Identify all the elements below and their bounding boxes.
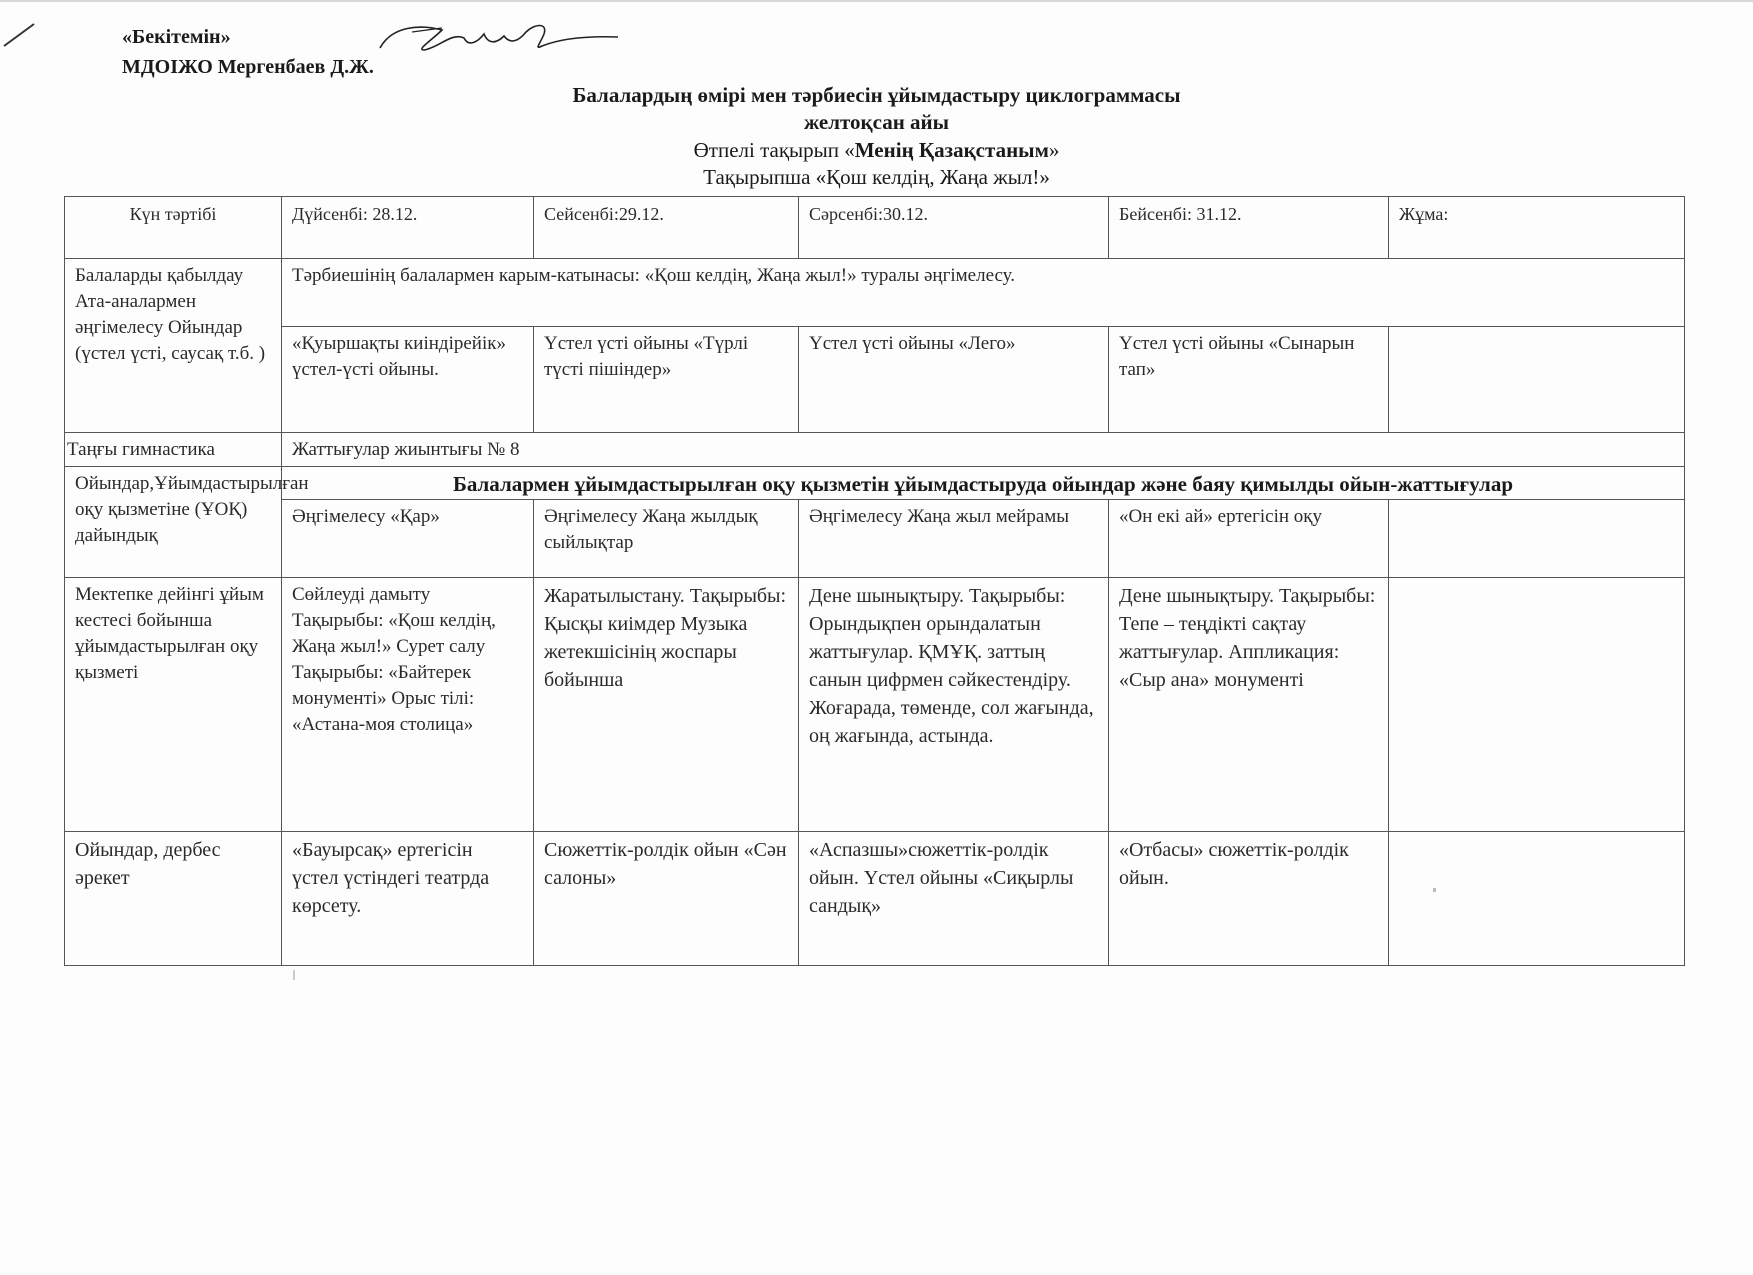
schedule-table [64,196,1685,966]
reception-monday: «Қуыршақты киіндірейік» үстел-үсті ойыны. [282,327,534,433]
signature-icon [372,20,622,60]
classes-label: Мектепке дейінгі ұйым кестесі бойынша ұйымдастырылған оқу қызметі [65,578,282,832]
corner-pen-mark-icon [0,0,60,60]
prep-talks-row [65,500,1685,578]
header-thursday: Бейсенбі: 31.12. [1109,197,1389,259]
reception-label: Балаларды қабылдау Ата-аналармен әңгімелесу Ойындар (үстел үсті, саусақ т.б. ) [65,259,282,433]
classes-friday [1389,578,1685,832]
games-tuesday: Сюжеттік-ролдік ойын «Сән салоны» [534,832,799,966]
gymnastics-label: Таңғы гимнастика [65,433,282,467]
reception-talk-row [65,259,1685,327]
reception-friday [1389,327,1685,433]
table-header-row [65,197,1685,259]
scan-edge [0,0,1753,2]
title-month: желтоқсан айы [803,110,950,134]
prep-wednesday: Әңгімелесу Жаңа жыл мейрамы [799,500,1109,578]
classes-wednesday: Дене шынықтыру. Тақырыбы: Орындықпен орындалатын жаттығулар. ҚМҰҚ. заттың санын цифрмен сәйкестендіру. Жоғарада, төменде, сол жағында, оң жағында, астында. [799,578,1109,832]
theme-prefix: Өтпелі тақырып « [693,138,855,162]
title-theme [0,137,1753,164]
gymnastics-text: Жаттығулар жиынтығы № 8 [282,433,1685,467]
classes-tuesday: Жаратылыстану. Тақырыбы: Қысқы киімдер Музыка жетекшісінің жоспары бойынша [534,578,799,832]
approve-label: «Бекітемін» [122,26,231,48]
title-subtheme: Тақырыпша «Қош келдің, Жаңа жыл!» [703,165,1050,189]
approval-block [122,22,374,82]
gymnastics-row [65,433,1685,467]
reception-talk: Тәрбиешінің балалармен карым-катынасы: «Қош келдің, Жаңа жыл!» туралы әңгімелесу. [282,259,1685,327]
prep-banner-row [65,467,1685,500]
games-wednesday: «Аспазшы»сюжеттік-ролдік ойын. Үстел ойыны «Сиқырлы сандық» [799,832,1109,966]
header-monday: Дүйсенбі: 28.12. [282,197,534,259]
prep-tuesday: Әңгімелесу Жаңа жылдық сыйлықтар [534,500,799,578]
classes-row [65,578,1685,832]
header-wednesday: Сәрсенбі:30.12. [799,197,1109,259]
reception-games-row [65,327,1685,433]
title-line-1: Балалардың өмірі мен тәрбиесін ұйымдастыру циклограммасы [572,83,1181,107]
theme-bold: Менің Қазақстаным [854,138,1049,162]
prep-banner: Балалармен ұйымдастырылған оқу қызметін ұйымдастыруда ойындар және баяу қимылды ойын-жаттығулар [282,467,1685,500]
classes-monday: Сөйлеуді дамыту Тақырыбы: «Қош келдің, Жаңа жыл!» Сурет салу Тақырыбы: «Байтерек монументі» Орыс тілі: «Астана-моя столица» [282,578,534,832]
games-label: Ойындар, дербес әрекет [65,832,282,966]
director-name: МДОІЖО Мергенбаев Д.Ж. [122,56,374,78]
games-monday: «Бауырсақ» ертегісін үстел үстіндегі театрда көрсету. [282,832,534,966]
reception-tuesday: Үстел үсті ойыны «Түрлі түсті пішіндер» [534,327,799,433]
header-tuesday: Сейсенбі:29.12. [534,197,799,259]
scan-speck-2 [293,970,295,980]
reception-thursday: Үстел үсті ойыны «Сынарын тап» [1109,327,1389,433]
header-friday: Жұма: [1389,197,1685,259]
games-thursday: «Отбасы» сюжеттік-ролдік ойын. [1109,832,1389,966]
prep-label: Ойындар,Ұйымдастырылған оқу қызметіне (ҰОҚ) дайындық [65,467,282,578]
prep-friday [1389,500,1685,578]
games-row [65,832,1685,966]
reception-wednesday: Үстел үсті ойыны «Лего» [799,327,1109,433]
header-schedule: Күн тәртібі [65,197,282,259]
theme-suffix: » [1048,138,1060,162]
prep-monday: Әңгімелесу «Қар» [282,500,534,578]
games-friday [1389,832,1685,966]
prep-thursday: «Он екі ай» ертегісін оқу [1109,500,1389,578]
classes-thursday: Дене шынықтыру. Тақырыбы: Тепе – теңдікті сақтау жаттығулар. Аппликация: «Сыр ана» монументі [1109,578,1389,832]
scan-speck [1433,888,1436,892]
